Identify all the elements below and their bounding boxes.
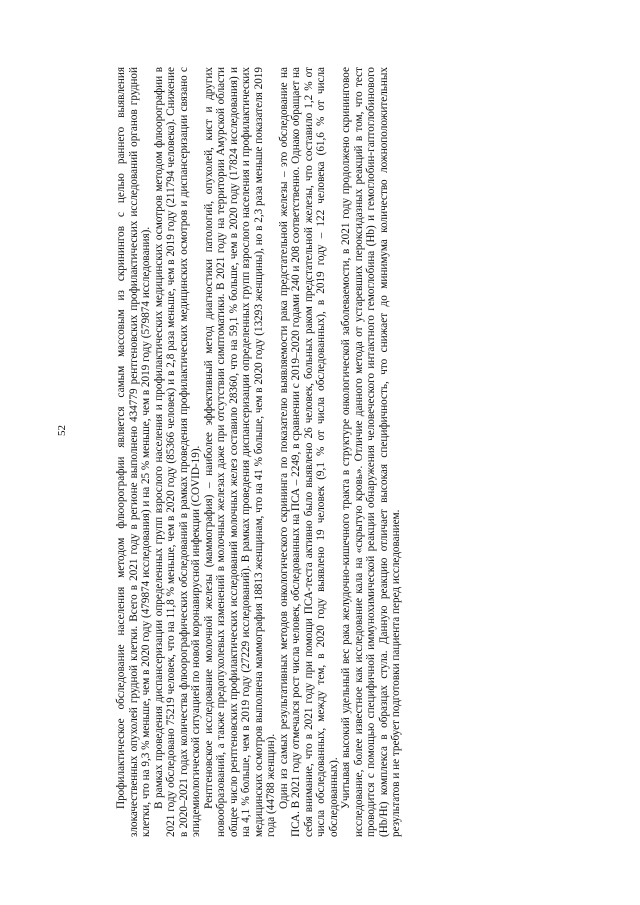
page-number: 52	[56, 425, 68, 436]
paragraph-fluorography: Профилактическое обследование населения методом флюорографии является самым массовым из скринингов с целью раннего выявления злокачественных опухолей грудной клетки. Всего в 2021 году в регионе выполнено 434779 рентгеновских профилактических исследований органов грудной клетки, что на 9,3 % меньше, чем в 2020 году (479874 исследования) и на 25 % меньше, чем в 2019 году (579874 исследования).	[115, 67, 152, 837]
document-body	[115, 67, 570, 837]
paragraph-occult-blood-test: Учитывая высокий удельный вес рака желудочно-кишечного тракта в структуре онкологической заболеваемости, в 2021 году продолжено скрининговое исследование, более известное как исследование кала на «скрытую кровь». Отличие данного метода от устаревших пероксидазных реакций в том, что тест проводится с помощью специфичной иммунохимической реакции обнаружения человеческого интактного гемоглобина (Hb) и гемоглобин-гаптоглобинового (Hb/Ht) комплекса в образцах стула. Данную реакцию отличает высокая специфичность, что снижает до минимума количество ложноположительных результатов и не требует подготовки пациента перед исследованием.	[340, 67, 402, 837]
paragraph-psa-screening: Один из самых результативных методов онкологического скрининга по показателю выявляемости рака предстательной железы – это обследование на ПСА. В 2021 году отмечался рост числа человек, обследованных на ПСА – 2249, в сравнении с 2019–2020 годами 240 и 208 соответственно. Однако обращает на себя внимание, что в 2021 году при помощи ПСА-теста активно было выявлено 26 человек, больных раком предстательной железы, что составило 1,2 % от числа обследованных, между тем, в 2020 году выявлено 19 человек (9,1 % от числа обследованных), в 2019 году – 122 человека (61,6 % от числа обследованных).	[277, 67, 340, 837]
paragraph-mammography: Рентгеновское исследование молочной железы (маммография) – наиболее эффективный метод диагностики патологий, опухолей, кист и других новообразований, а также предопухолевых изменений в молочных железах даже при отсутствии симптоматики. В 2021 году на территории Амурской области общее число рентгеновских профилактических исследований молочных желез составило 28360, что на 59,1 % больше, чем в 2020 году (17824 исследования) и на 4,1 % больше, чем в 2019 году (27229 исследований). В рамках проведения диспансеризации определенных групп взрослого населения и профилактических медицинских осмотров выполнена маммография 18813 женщинам, что на 41 % больше, чем в 2020 году (13293 женщины), но в 2,3 раза меньше показателя 2019 года (44788 женщин).	[202, 67, 277, 837]
paragraph-dispensary-fluorography: В рамках проведения диспансеризации определенных групп взрослого населения и профилактических медицинских осмотров методом флюорографии в 2021 году обследовано 75219 человек, что на 11,8 % меньше, чем в 2020 году (85366 человек) и в 2,8 раза меньше, чем в 2019 году (211794 человека). Снижение в 2020–2021 годах количества флюорографических обследований в рамках проведения профилактических медицинских осмотров и диспансеризации связано с эпидемиологической ситуацией по новой коронавирусной инфекции (COVID-19).	[152, 67, 202, 837]
